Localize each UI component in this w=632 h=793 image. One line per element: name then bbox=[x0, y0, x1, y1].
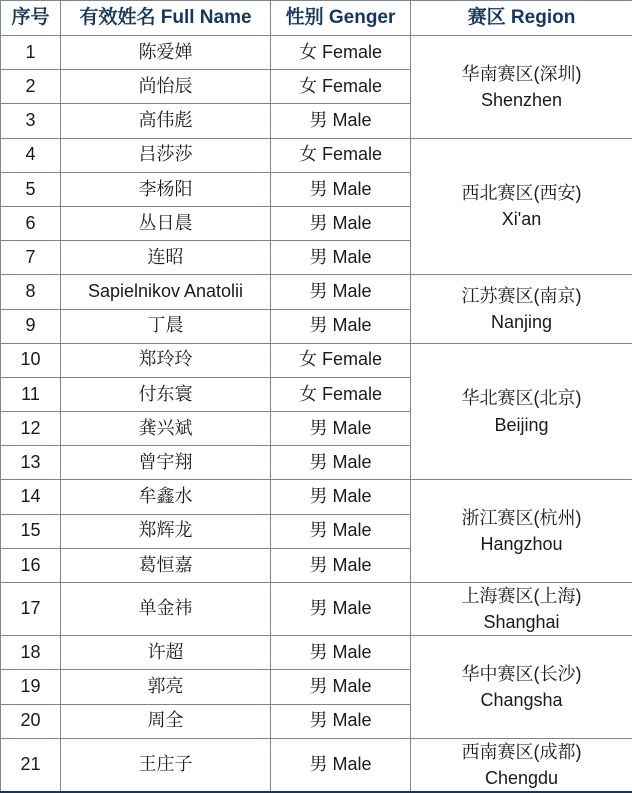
cell-no: 8 bbox=[1, 275, 61, 309]
region-name-cn: 华北赛区(北京) bbox=[411, 385, 632, 411]
cell-no: 12 bbox=[1, 412, 61, 446]
cell-gender: 女 Female bbox=[271, 36, 411, 70]
region-name-en: Nanjing bbox=[411, 309, 632, 335]
cell-gender: 女 Female bbox=[271, 70, 411, 104]
region-name-cn: 上海赛区(上海) bbox=[411, 583, 632, 609]
cell-name: 曾宇翔 bbox=[61, 446, 271, 480]
table-row bbox=[1, 36, 632, 70]
cell-no: 17 bbox=[1, 583, 61, 636]
column-header-name: 有效姓名 Full Name bbox=[61, 1, 271, 36]
region-name-cn: 西南赛区(成都) bbox=[411, 739, 632, 765]
cell-name: 龚兴斌 bbox=[61, 412, 271, 446]
column-header-no: 序号 bbox=[1, 1, 61, 36]
cell-gender: 女 Female bbox=[271, 343, 411, 377]
cell-gender: 男 Male bbox=[271, 446, 411, 480]
table-row bbox=[1, 343, 632, 377]
cell-name: 丁晨 bbox=[61, 309, 271, 343]
cell-region bbox=[411, 480, 632, 583]
region-name-en: Xi'an bbox=[411, 206, 632, 232]
cell-name: 周全 bbox=[61, 704, 271, 738]
cell-name: 尚怡辰 bbox=[61, 70, 271, 104]
cell-name: 郑辉龙 bbox=[61, 514, 271, 548]
region-name-en: Changsha bbox=[411, 687, 632, 713]
region-name-cn: 西北赛区(西安) bbox=[411, 180, 632, 206]
cell-gender: 男 Male bbox=[271, 275, 411, 309]
cell-name: 郭亮 bbox=[61, 670, 271, 704]
cell-no: 9 bbox=[1, 309, 61, 343]
cell-gender: 男 Male bbox=[271, 670, 411, 704]
cell-region bbox=[411, 583, 632, 636]
cell-name: 陈爱婵 bbox=[61, 36, 271, 70]
cell-region bbox=[411, 343, 632, 480]
column-header-region: 赛区 Region bbox=[411, 1, 632, 36]
cell-name: 李杨阳 bbox=[61, 172, 271, 206]
cell-no: 21 bbox=[1, 738, 61, 792]
cell-no: 4 bbox=[1, 138, 61, 172]
cell-no: 11 bbox=[1, 377, 61, 411]
cell-no: 20 bbox=[1, 704, 61, 738]
cell-name: 丛日晨 bbox=[61, 206, 271, 240]
cell-name: Sapielnikov Anatolii bbox=[61, 275, 271, 309]
cell-name: 付东寰 bbox=[61, 377, 271, 411]
region-name-cn: 华中赛区(长沙) bbox=[411, 661, 632, 687]
cell-name: 葛恒嘉 bbox=[61, 548, 271, 582]
cell-name: 吕莎莎 bbox=[61, 138, 271, 172]
cell-gender: 男 Male bbox=[271, 480, 411, 514]
table-row bbox=[1, 138, 632, 172]
cell-no: 3 bbox=[1, 104, 61, 138]
cell-gender: 男 Male bbox=[271, 241, 411, 275]
cell-gender: 女 Female bbox=[271, 377, 411, 411]
cell-gender: 男 Male bbox=[271, 172, 411, 206]
region-name-en: Shanghai bbox=[411, 609, 632, 635]
table-header-row bbox=[1, 1, 632, 36]
cell-no: 2 bbox=[1, 70, 61, 104]
cell-gender: 男 Male bbox=[271, 309, 411, 343]
cell-gender: 女 Female bbox=[271, 138, 411, 172]
cell-no: 5 bbox=[1, 172, 61, 206]
cell-name: 许超 bbox=[61, 636, 271, 670]
cell-name: 单金祎 bbox=[61, 583, 271, 636]
cell-no: 7 bbox=[1, 241, 61, 275]
cell-gender: 男 Male bbox=[271, 104, 411, 138]
region-name-en: Chengdu bbox=[411, 765, 632, 791]
region-name-cn: 华南赛区(深圳) bbox=[411, 61, 632, 87]
cell-no: 16 bbox=[1, 548, 61, 582]
cell-name: 连昭 bbox=[61, 241, 271, 275]
cell-no: 1 bbox=[1, 36, 61, 70]
cell-gender: 男 Male bbox=[271, 636, 411, 670]
cell-no: 15 bbox=[1, 514, 61, 548]
cell-region bbox=[411, 138, 632, 275]
column-header-gender: 性别 Genger bbox=[271, 1, 411, 36]
table-row bbox=[1, 480, 632, 514]
table-header bbox=[1, 1, 632, 36]
region-name-en: Shenzhen bbox=[411, 87, 632, 113]
cell-name: 王庄子 bbox=[61, 738, 271, 792]
table-row bbox=[1, 583, 632, 636]
cell-gender: 男 Male bbox=[271, 206, 411, 240]
cell-no: 6 bbox=[1, 206, 61, 240]
cell-gender: 男 Male bbox=[271, 412, 411, 446]
region-name-en: Beijing bbox=[411, 412, 632, 438]
cell-no: 10 bbox=[1, 343, 61, 377]
cell-name: 牟鑫水 bbox=[61, 480, 271, 514]
cell-gender: 男 Male bbox=[271, 704, 411, 738]
region-name-en: Hangzhou bbox=[411, 531, 632, 557]
cell-name: 高伟彪 bbox=[61, 104, 271, 138]
cell-no: 19 bbox=[1, 670, 61, 704]
cell-region bbox=[411, 275, 632, 343]
cell-name: 郑玲玲 bbox=[61, 343, 271, 377]
cell-gender: 男 Male bbox=[271, 583, 411, 636]
cell-gender: 男 Male bbox=[271, 514, 411, 548]
cell-no: 18 bbox=[1, 636, 61, 670]
table-body bbox=[1, 36, 632, 792]
region-name-cn: 江苏赛区(南京) bbox=[411, 283, 632, 309]
cell-gender: 男 Male bbox=[271, 738, 411, 792]
cell-no: 14 bbox=[1, 480, 61, 514]
region-name-cn: 浙江赛区(杭州) bbox=[411, 505, 632, 531]
cell-gender: 男 Male bbox=[271, 548, 411, 582]
cell-region bbox=[411, 36, 632, 139]
cell-no: 13 bbox=[1, 446, 61, 480]
table-row bbox=[1, 636, 632, 670]
table-row bbox=[1, 275, 632, 309]
cell-region bbox=[411, 636, 632, 739]
